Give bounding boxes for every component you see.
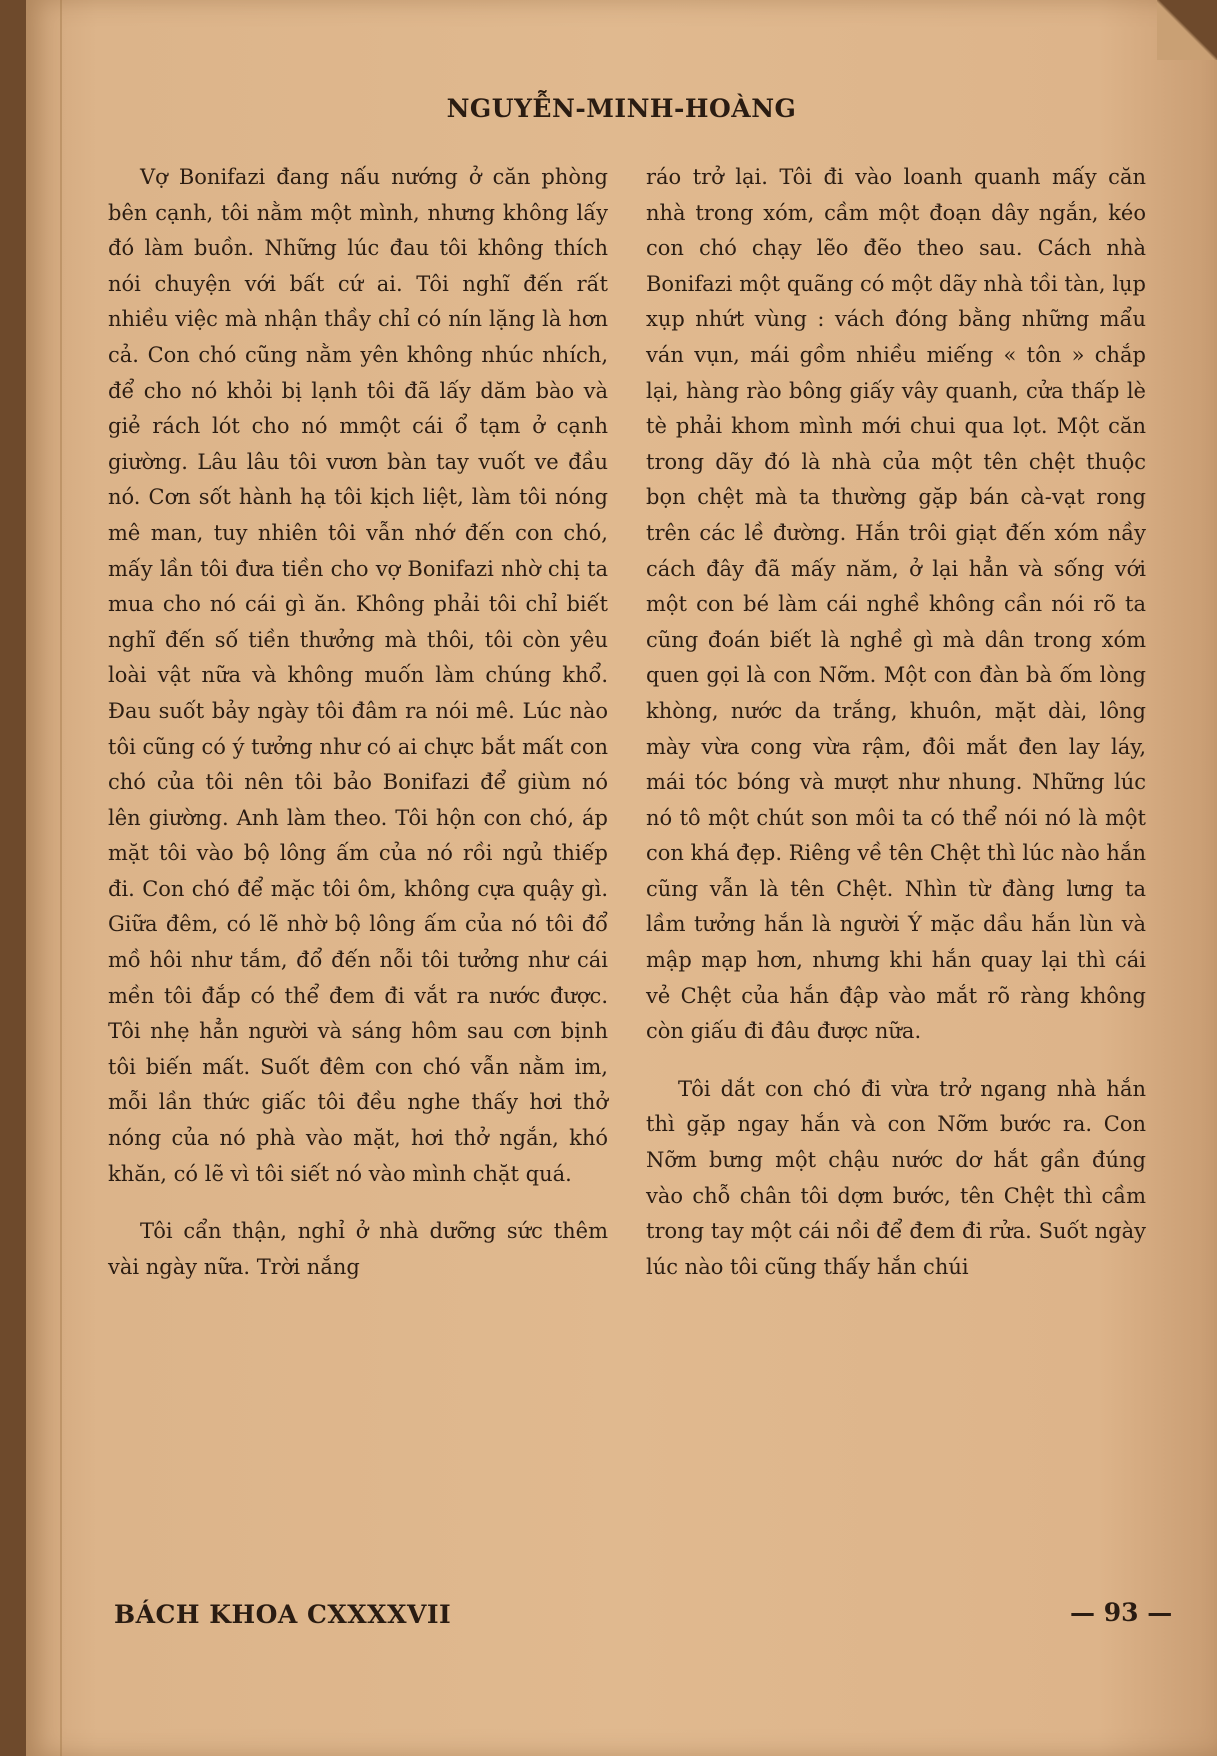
page-header-author: NGUYỄN-MINH-HOÀNG [446, 94, 797, 123]
margin-line [60, 0, 62, 1756]
right-paragraph-2: Tôi dắt con chó đi vừa trở ngang nhà hắn thì gặp ngay hắn và con Nỡm bước ra. Con Nỡm bưng một chậu nước dơ hắt gần đúng vào chỗ chân tôi dợm bước, tên Chệt thì cầm trong tay một cái nồi để đem đi rửa. Suốt ngày lúc nào tôi cũng thấy hắn chúi [646, 1076, 1146, 1279]
page-number: — 93 — [1070, 1598, 1173, 1627]
journal-title: BÁCH KHOA CXXXXVII [114, 1600, 452, 1629]
left-paragraph-1: Vợ Bonifazi đang nấu nướng ở căn phòng bên cạnh, tôi nằm một mình, nhưng không lấy đó làm buồn. Những lúc đau tôi không thích nói chuyện với bất cứ ai. Tôi nghĩ đến rất nhiều việc mà nhận thầy chỉ có nín lặng là hơn cả. Con chó cũng nằm yên không nhúc nhích, để cho nó khỏi bị lạnh tôi đã lấy dăm bào và giẻ rách lót cho nó mmột cái ổ tạm ở cạnh giường. Lâu lâu tôi vươn bàn tay vuốt ve đầu nó. Cơn sốt hành hạ tôi kịch liệt, làm tôi nóng mê man, tuy nhiên tôi vẫn nhớ đến con chó, mấy lần tôi đưa tiền cho vợ Bonifazi nhờ chị ta mua cho nó cái gì ăn. Không phải tôi chỉ biết nghĩ đến số tiền thưởng mà thôi, tôi còn yêu loài vật nữa và không muốn làm chúng khổ. Đau suốt bảy ngày tôi đâm ra nói mê. Lúc nào tôi cũng có ý tưởng như có ai chực bắt mất con chó của tôi nên tôi bảo Bonifazi để giùm nó lên giường. Anh làm theo. Tôi hộn con chó, áp mặt tôi vào bộ lông ấm của nó rồi ngủ thiếp đi. Con chó để mặc tôi ôm, không cựa quậy gì. Giữa đêm, có lẽ nhờ bộ lông ấm của nó tôi đổ mồ hôi như tắm, đổ đến nỗi tôi tưởng như cái mền tôi đắp có thể đem đi vắt ra nước được. Tôi nhẹ hẳn người và sáng hôm sau cơn bịnh tôi biến mất. Suốt đêm con chó vẫn nằm im, mỗi lần thức giấc tôi đều nghe thấy hơi thở nóng của nó phà vào mặt, hơi thở ngắn, khó khăn, có lẽ vì tôi siết nó vào mình chặt quá. [108, 165, 608, 1186]
right-column [646, 160, 1146, 1285]
left-column [108, 160, 608, 1285]
book-page [26, 0, 1217, 1756]
right-paragraph-1: ráo trở lại. Tôi đi vào loanh quanh mấy căn nhà trong xóm, cầm một đoạn dây ngắn, kéo con chó chạy lẽo đẽo theo sau. Cách nhà Bonifazi một quãng có một dãy nhà tồi tàn, lụp xụp nhứt vùng : vách đóng bằng những mẩu ván vụn, mái gồm nhiều miếng « tôn » chắp lại, hàng rào bông giấy vây quanh, cửa thấp lè tè phải khom mình mới chui qua lọt. Một căn trong dãy đó là nhà của một tên chệt thuộc bọn chệt mà ta thường gặp bán cà-vạt rong trên các lề đường. Hắn trôi giạt đến xóm nầy cách đây đã mấy năm, ở lại hẳn và sống với một con bé làm cái nghề không cần nói rõ ta cũng đoán biết là nghề gì mà dân trong xóm quen gọi là con Nỡm. Một con đàn bà ốm lòng khòng, nước da trắng, khuôn, mặt dài, lông mày vừa cong vừa rậm, đôi mắt đen lay láy, mái tóc bóng và mượt như nhung. Những lúc nó tô một chút son môi ta có thể nói nó là một con khá đẹp. Riêng về tên Chệt thì lúc nào hắn cũng vẫn là tên Chệt. Nhìn từ đàng lưng ta lầm tưởng hắn là người Ý mặc dầu hắn lùn và mập mạp hơn, nhưng khi hắn quay lại thì cái vẻ Chệt của hắn đập vào mắt rõ ràng không còn giấu đi đâu được nữa. [646, 165, 1146, 1044]
page-corner-fold [1157, 0, 1217, 60]
left-paragraph-2: Tôi cẩn thận, nghỉ ở nhà dưỡng sức thêm vài ngày nữa. Trời nắng [108, 1219, 608, 1279]
